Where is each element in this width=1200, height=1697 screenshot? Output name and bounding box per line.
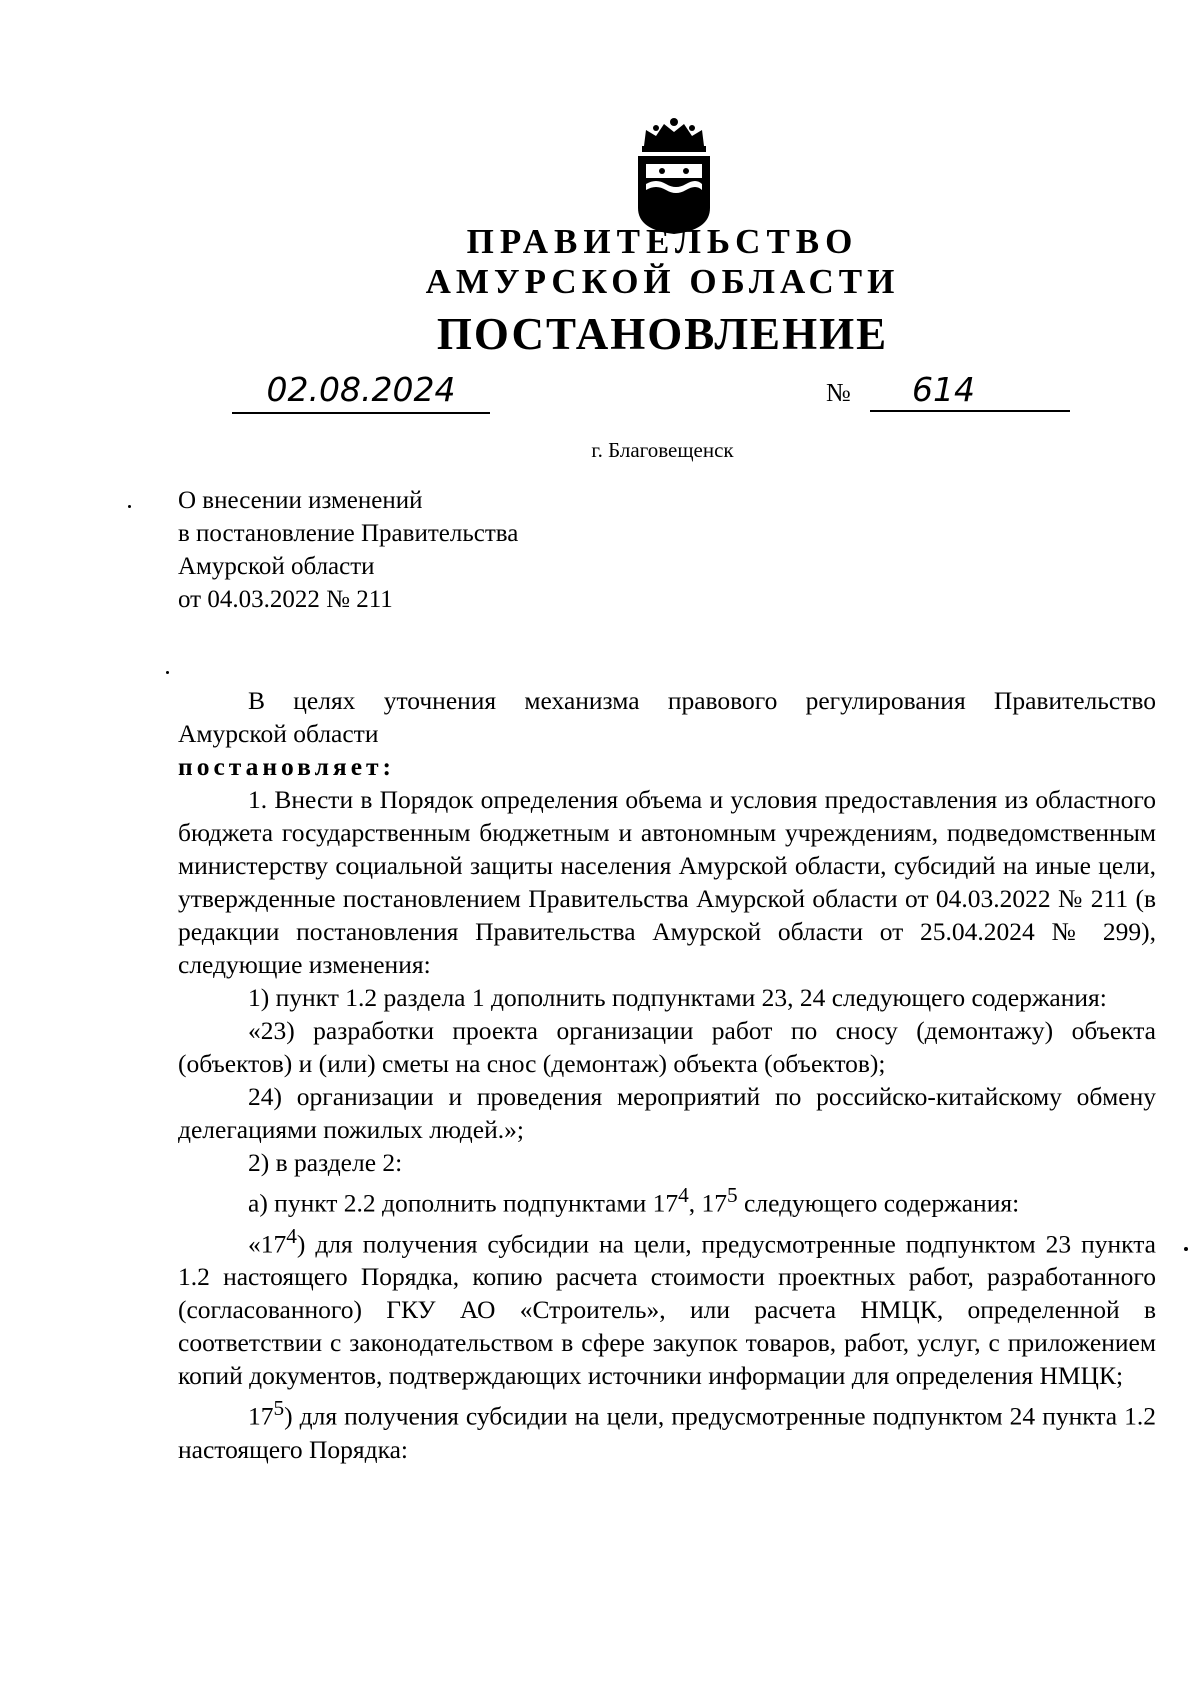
scan-speck	[1184, 1247, 1188, 1251]
document-date: 02.08.2024	[232, 368, 490, 414]
preamble-line: В целях уточнения механизма правового регулирования Правительство	[248, 686, 1156, 715]
superscript: 5	[273, 1396, 285, 1420]
authority-title-line2: АМУРСКОЙ ОБЛАСТИ	[425, 262, 900, 301]
preamble-line: Амурской области	[178, 719, 379, 748]
city-name: г. Благовещенск	[591, 438, 734, 462]
number-label: №	[826, 378, 851, 407]
text-run: а) пункт 2.2 дополнить подпунктами 17	[248, 1188, 679, 1218]
paragraph: 1) пункт 1.2 раздела 1 дополнить подпунктами 23, 24 следующего содержания:	[248, 983, 1107, 1012]
text-run: следующего содержания:	[737, 1188, 1020, 1218]
superscript: 4	[678, 1183, 689, 1207]
paragraph: 1. Внести в Порядок определения объема и условия предоставления из областного бюджета государственным бюджетным и автономным учреждениям, подведомственным министерству социальной защиты населения Амурской области, субсидий на иные цели, утвержденные постановлением Правительства Амурской области от 04.03.2022 № 211 (в редакции постановления Правительства Амурской области от 25.04.2024 № 299), следующие изменения:	[178, 785, 1156, 979]
paragraph	[178, 1392, 1156, 1466]
superscript: 5	[727, 1183, 738, 1207]
scan-speck	[166, 671, 169, 674]
document-type-title: ПОСТАНОВЛЕНИЕ	[436, 309, 889, 359]
decree-word: постановляет:	[178, 752, 396, 781]
text-run: 17	[248, 1401, 274, 1431]
authority-title-line1: ПРАВИТЕЛЬСТВО	[466, 222, 859, 261]
text-run: «17	[248, 1229, 287, 1258]
document-number: 614	[870, 368, 1070, 412]
subject-line: от 04.03.2022 № 211	[178, 586, 393, 613]
subject-line: Амурской области	[178, 553, 375, 580]
text-run: ) для получения субсидии на цели, предусмотренные подпунктом 23 пункта 1.2 настоящего Порядка, копию расчета стоимости проектных работ, разработанного (согласованного) ГКУ АО «Строитель», или расчета НМЦК, определенной в соответствии с законодательством в сфере закупок товаров, работ, услуг, с приложением копий документов, подтверждающих источники информации для определения НМЦК;	[178, 1229, 1156, 1390]
paragraph: «23) разработки проекта организации работ по сносу (демонтажу) объекта (объектов) и (или) сметы на снос (демонтаж) объекта (объектов);	[178, 1016, 1156, 1078]
scan-speck	[128, 505, 131, 508]
document-body	[178, 684, 1156, 1466]
subject-line: в постановление Правительства	[178, 520, 519, 547]
paragraph: 2) в разделе 2:	[248, 1148, 403, 1177]
superscript: 4	[286, 1223, 297, 1248]
paragraph	[178, 1179, 1156, 1220]
paragraph: 24) организации и проведения мероприятий по российско-китайскому обмену делегациями пожилых людей.»;	[178, 1082, 1156, 1144]
paragraph	[178, 1220, 1156, 1393]
subject-line: О внесении изменений	[178, 487, 423, 514]
amur-oblast-coat-of-arms-icon	[626, 116, 722, 236]
text-run: , 17	[688, 1188, 728, 1218]
text-run: ) для получения субсидии на цели, предусмотренные подпунктом 24 пункта 1.2 настоящего Порядка:	[178, 1401, 1156, 1464]
document-subject	[178, 484, 518, 616]
